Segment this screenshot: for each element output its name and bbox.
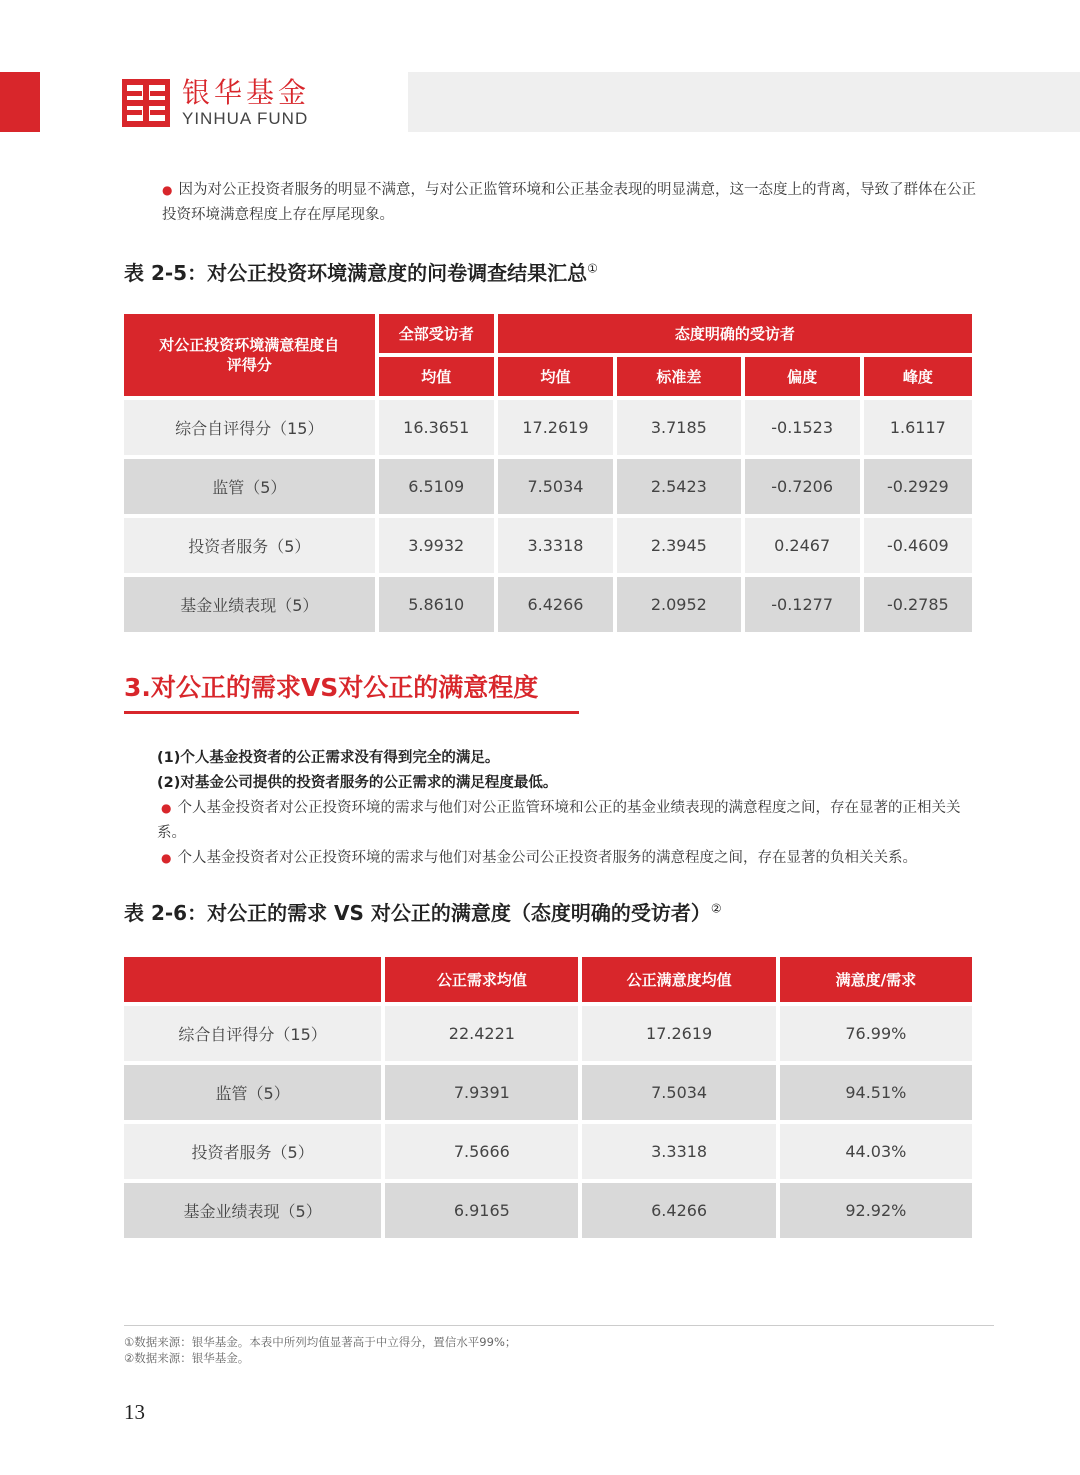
intro-paragraph — [162, 178, 980, 228]
table-cell: 5.8610 — [379, 577, 494, 632]
table-cell: 92.92% — [780, 1183, 972, 1238]
row-label: 监管（5） — [124, 1065, 381, 1120]
finding-point-1: (1)个人基金投资者的公正需求没有得到完全的满足。 — [157, 750, 500, 766]
table-cell: 6.9165 — [385, 1183, 578, 1238]
table-cell: 7.9391 — [385, 1065, 578, 1120]
table1-group-clear: 态度明确的受访者 — [498, 314, 972, 353]
table-cell: -0.1277 — [745, 577, 860, 632]
row-label: 投资者服务（5） — [124, 1124, 381, 1179]
table-cell: 0.2467 — [745, 518, 860, 573]
footnote-divider — [124, 1325, 994, 1326]
row-label: 投资者服务（5） — [124, 518, 375, 573]
table-row — [124, 518, 972, 573]
bullet-dot-icon: ● — [162, 183, 173, 197]
table-cell: 22.4221 — [385, 1006, 578, 1061]
logo-english-name: YINHUA FUND — [182, 109, 309, 128]
table-cell: 3.3318 — [498, 518, 613, 573]
table1-col-header: 峰度 — [864, 357, 972, 396]
table-row — [124, 577, 972, 632]
table2-note-mark: ② — [710, 901, 722, 916]
row-label: 综合自评得分（15） — [124, 1006, 381, 1061]
table1-satisfaction-summary — [120, 310, 976, 636]
table2-demand-vs-satisfaction — [120, 953, 976, 1242]
table-cell: 3.3318 — [582, 1124, 775, 1179]
page-number: 13 — [124, 1400, 145, 1424]
section-heading: 3.对公正的需求VS对公正的满意程度 — [124, 673, 539, 702]
section-underline — [124, 711, 579, 714]
table-row — [124, 459, 972, 514]
table-cell: 94.51% — [780, 1065, 972, 1120]
header-band — [408, 72, 1080, 132]
table2-col-header: 满意度/需求 — [780, 957, 972, 1002]
row-label: 基金业绩表现（5） — [124, 1183, 381, 1238]
table-cell: 16.3651 — [379, 400, 494, 455]
table1-col-header: 偏度 — [745, 357, 860, 396]
table-cell: 2.5423 — [617, 459, 741, 514]
yinhua-logo-icon — [120, 77, 172, 129]
table-cell: 44.03% — [780, 1124, 972, 1179]
table-cell: 6.5109 — [379, 459, 494, 514]
table-cell: -0.7206 — [745, 459, 860, 514]
row-label: 监管（5） — [124, 459, 375, 514]
table-cell: 2.3945 — [617, 518, 741, 573]
table-cell: 17.2619 — [498, 400, 613, 455]
table-cell: 7.5034 — [582, 1065, 775, 1120]
table-cell: -0.2785 — [864, 577, 972, 632]
row-label: 基金业绩表现（5） — [124, 577, 375, 632]
table1-col-header: 均值 — [379, 357, 494, 396]
logo-chinese-name: 银华基金 — [182, 76, 311, 109]
table1-col-header: 标准差 — [617, 357, 741, 396]
table2-title: 表 2-6：对公正的需求 VS 对公正的满意度（态度明确的受访者）② — [124, 901, 722, 925]
table-cell: -0.4609 — [864, 518, 972, 573]
table1-corner-header: 对公正投资环境满意程度自评得分 — [124, 314, 375, 396]
table2-col-header: 公正满意度均值 — [582, 957, 775, 1002]
finding-bullet-2: ● 个人基金投资者对公正投资环境的需求与他们对基金公司公正投资者服务的满意程度之间，存在显著的负相关关系。 — [161, 850, 917, 866]
table2-col-header: 公正需求均值 — [385, 957, 578, 1002]
table-cell: -0.1523 — [745, 400, 860, 455]
row-label: 综合自评得分（15） — [124, 400, 375, 455]
table-cell: 17.2619 — [582, 1006, 775, 1061]
findings-list — [157, 746, 982, 871]
table-cell: 2.0952 — [617, 577, 741, 632]
footnote-1: ①数据来源：银华基金。本表中所列均值显著高于中立得分，置信水平99%； — [124, 1335, 517, 1349]
left-accent-bar — [0, 72, 40, 132]
table-row — [124, 1006, 972, 1061]
table-row — [124, 1065, 972, 1120]
table1-note-mark: ① — [587, 261, 598, 276]
table-cell: 3.9932 — [379, 518, 494, 573]
table-cell: -0.2929 — [864, 459, 972, 514]
table-row — [124, 1183, 972, 1238]
intro-text: 因为对公正投资者服务的明显不满意，与对公正监管环境和公正基金表现的明显满意，这一态度上的背离，导致了群体在公正投资环境满意程度上存在厚尾现象。 — [162, 182, 976, 223]
table-cell: 6.4266 — [498, 577, 613, 632]
finding-bullet-1: ● 个人基金投资者对公正投资环境的需求与他们对公正监管环境和公正的基金业绩表现的满意程度之间，存在显著的正相关关系。 — [157, 800, 961, 841]
table1-col-header: 均值 — [498, 357, 613, 396]
table1-group-all: 全部受访者 — [379, 314, 494, 353]
footnote-2: ②数据来源：银华基金。 — [124, 1351, 250, 1365]
table-cell: 7.5666 — [385, 1124, 578, 1179]
table-cell: 6.4266 — [582, 1183, 775, 1238]
bullet-dot-icon: ● — [161, 851, 172, 865]
table-cell: 3.7185 — [617, 400, 741, 455]
table-row — [124, 400, 972, 455]
brand-logo — [120, 76, 310, 130]
table-cell: 1.6117 — [864, 400, 972, 455]
table-cell: 76.99% — [780, 1006, 972, 1061]
table2-corner-header — [124, 957, 381, 1002]
table-row — [124, 1124, 972, 1179]
bullet-dot-icon: ● — [161, 801, 172, 815]
finding-point-2: (2)对基金公司提供的投资者服务的公正需求的满足程度最低。 — [157, 775, 558, 791]
table-cell: 7.5034 — [498, 459, 613, 514]
table1-title: 表 2-5：对公正投资环境满意度的问卷调查结果汇总① — [124, 261, 598, 285]
